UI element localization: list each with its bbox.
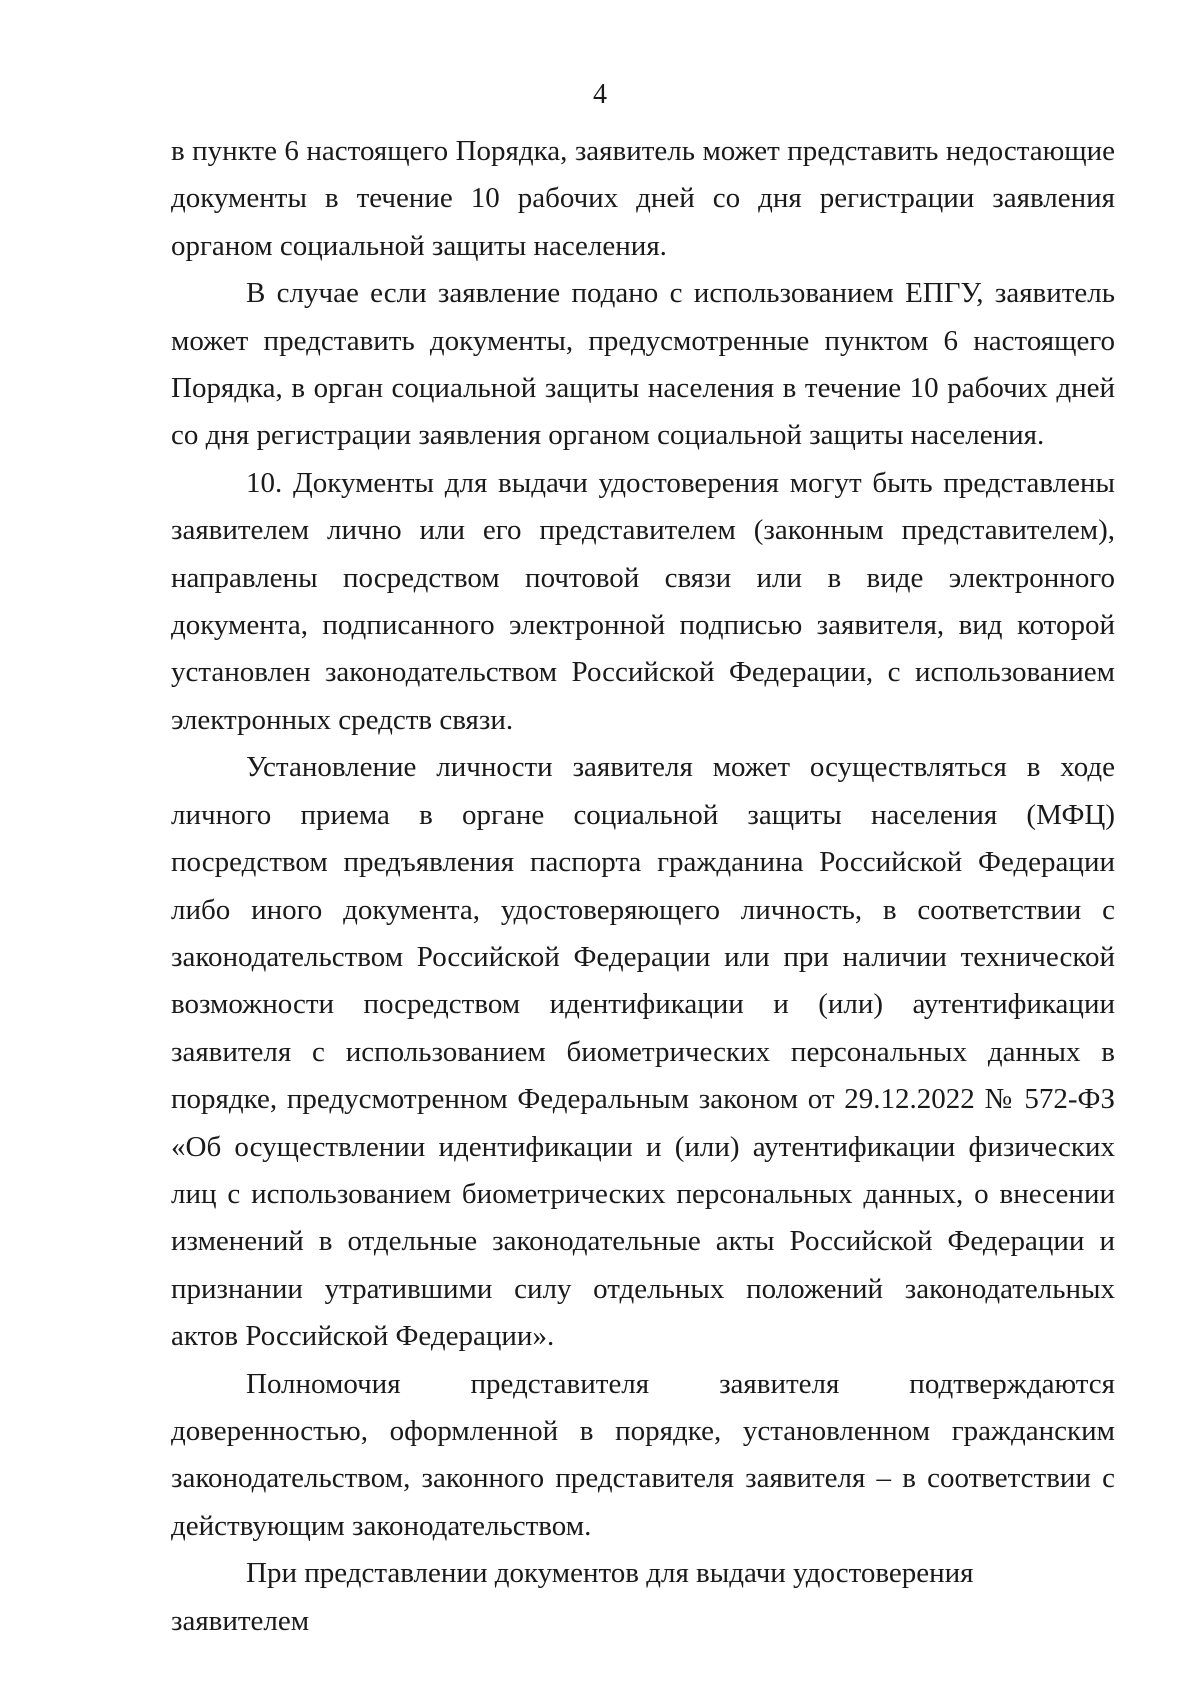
document-body (171, 128, 1115, 1645)
page-number: 4 (593, 79, 607, 110)
paragraph-item-10: 10. Документы для выдачи удостоверения могут быть представлены заявителем лично или его представителем (законным представителем), направлены посредством почтовой связи или в виде электронного документа, подписанного электронной подписью заявителя, вид которой установлен законодательством Российской Федерации, с использованием электронных средств связи. (171, 466, 1115, 736)
paragraph-continuation: в пункте 6 настоящего Порядка, заявитель может представить недостающие документы в течение 10 рабочих дней со дня регистрации заявления органом социальной защиты населения. (171, 135, 1115, 262)
paragraph-representative-powers: Полномочия представителя заявителя подтверждаются доверенностью, оформленной в порядке, установленном гражданским законодательством, законного представителя заявителя – в соответствии с действующим законодательством. (171, 1367, 1115, 1542)
paragraph-epgu-case: В случае если заявление подано с использованием ЕПГУ, заявитель может представить документы, предусмотренные пунктом 6 настоящего Порядка, в орган социальной защиты населения в течение 10 рабочих дней со дня регистрации заявления органом социальной защиты населения. (171, 277, 1115, 452)
paragraph-document-submission: При представлении документов для выдачи удостоверения заявителем (171, 1557, 974, 1637)
paragraph-identity-verification: Установление личности заявителя может осуществляться в ходе личного приема в органе социальной защиты населения (МФЦ) посредством предъявления паспорта гражданина Российской Федерации либо иного документа, удостоверяющего личность, в соответствии с законодательством Российской Федерации или при наличии технической возможности посредством идентификации и (или) аутентификации заявителя с использованием биометрических персональных данных в порядке, предусмотренном Федеральным законом от 29.12.2022 № 572-ФЗ «Об осуществлении идентификации и (или) аутентификации физических лиц с использованием биометрических персональных данных, о внесении изменений в отдельные законодательные акты Российской Федерации и признании утратившими силу отдельных положений законодательных актов Российской Федерации». (171, 751, 1115, 1353)
